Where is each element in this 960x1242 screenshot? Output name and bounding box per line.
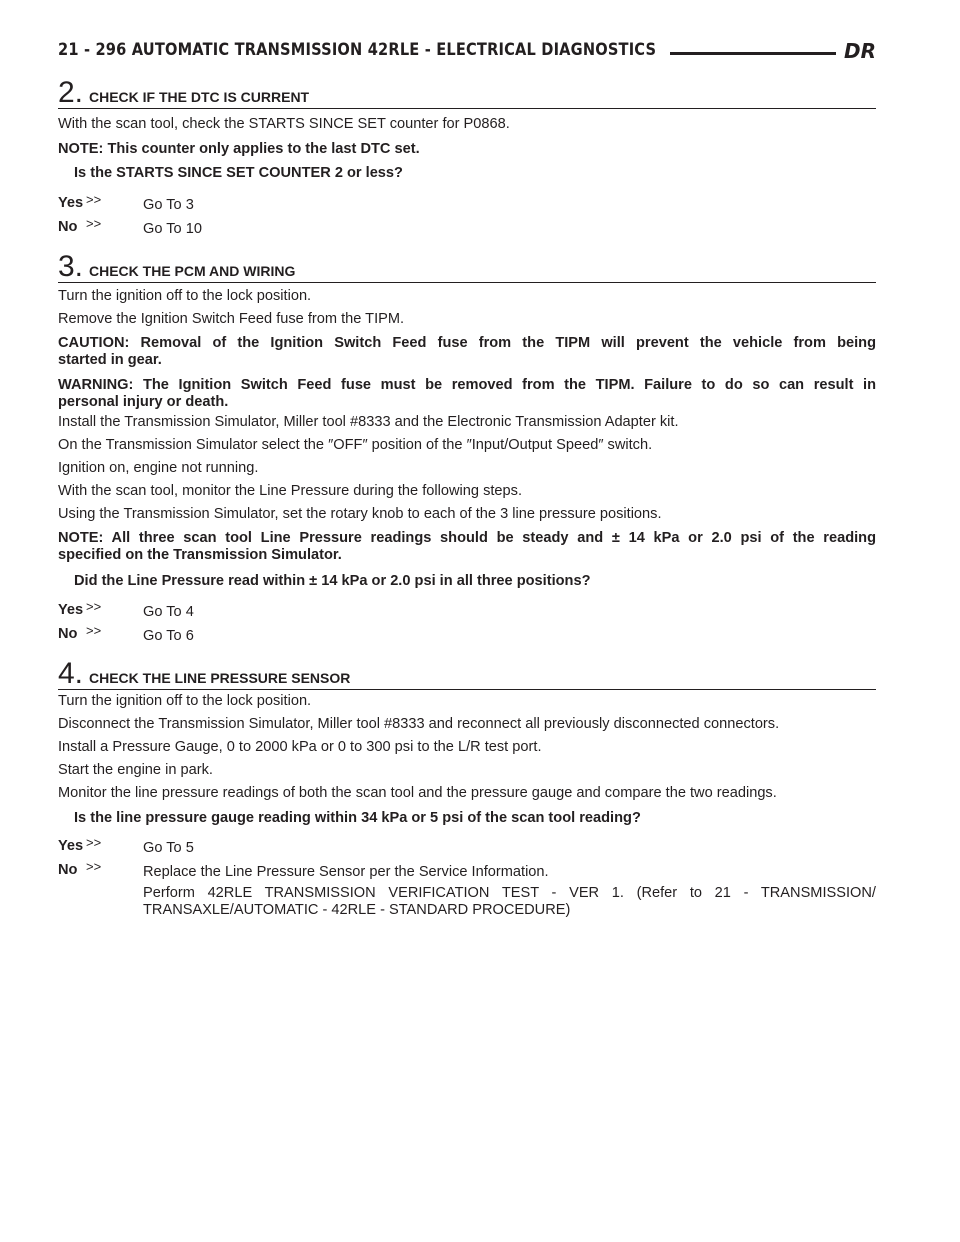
warning-line: WARNING: The Ignition Switch Feed fuse must be removed from the TIPM. Failure to do so can result in — [58, 377, 876, 393]
answer-text: Go To 4 — [143, 604, 194, 620]
instruction: Monitor the line pressure readings of both the scan tool and the pressure gauge and compare the two readings. — [58, 785, 777, 801]
step-2 — [58, 76, 876, 109]
dr-logo: DR — [843, 39, 876, 63]
answer-no — [58, 623, 876, 648]
step-3 — [58, 250, 876, 283]
step-number: 2. — [58, 76, 84, 109]
note — [58, 530, 876, 564]
detail-line: TRANSAXLE/AUTOMATIC - 42RLE - STANDARD PROCEDURE) — [143, 902, 571, 918]
arrow-icon: >> — [86, 859, 102, 874]
no-label: No — [58, 862, 78, 878]
step-heading — [58, 250, 876, 283]
header-title: 21 - 296 AUTOMATIC TRANSMISSION 42RLE - ELECTRICAL DIAGNOSTICS — [58, 40, 657, 60]
yes-label: Yes — [58, 195, 84, 211]
arrow-icon: >> — [86, 835, 102, 850]
step-heading — [58, 657, 876, 690]
instruction: Install a Pressure Gauge, 0 to 2000 kPa or 0 to 300 psi to the L/R test port. — [58, 739, 542, 755]
yes-label: Yes — [58, 838, 84, 854]
step-heading — [58, 76, 876, 109]
answer-yes — [58, 835, 876, 860]
answer-text: Go To 6 — [143, 628, 194, 644]
instruction: With the scan tool, monitor the Line Pressure during the following steps. — [58, 483, 522, 499]
warning — [58, 377, 876, 411]
instruction: Disconnect the Transmission Simulator, Miller tool #8333 and reconnect all previously disconnected connectors. — [58, 716, 780, 732]
page-header — [58, 40, 876, 64]
answer-yes — [58, 192, 876, 217]
arrow-icon: >> — [86, 623, 102, 638]
instruction: Ignition on, engine not running. — [58, 460, 259, 476]
answer-text: Replace the Line Pressure Sensor per the Service Information. — [143, 864, 549, 880]
instruction: Turn the ignition off to the lock position. — [58, 288, 312, 304]
question: Did the Line Pressure read within ± 14 kPa or 2.0 psi in all three positions? — [74, 573, 591, 589]
step-title: CHECK IF THE DTC IS CURRENT — [89, 89, 310, 105]
answer-no — [58, 859, 876, 884]
instruction: Using the Transmission Simulator, set the rotary knob to each of the 3 line pressure positions. — [58, 506, 662, 522]
note-line: specified on the Transmission Simulator. — [58, 547, 342, 563]
instruction: Remove the Ignition Switch Feed fuse from the TIPM. — [58, 311, 405, 327]
caution — [58, 335, 876, 369]
warning-line: personal injury or death. — [58, 394, 229, 410]
arrow-icon: >> — [86, 216, 102, 231]
instruction: On the Transmission Simulator select the ″OFF″ position of the ″Input/Output Speed″ switch. — [58, 437, 653, 453]
instruction: With the scan tool, check the STARTS SINCE SET counter for P0868. — [58, 116, 510, 132]
question: Is the STARTS SINCE SET COUNTER 2 or less? — [74, 165, 403, 181]
caution-line: started in gear. — [58, 352, 162, 368]
yes-label: Yes — [58, 602, 84, 618]
no-label: No — [58, 219, 78, 235]
instruction: Start the engine in park. — [58, 762, 213, 778]
instruction: Install the Transmission Simulator, Miller tool #8333 and the Electronic Transmission Adapter kit. — [58, 414, 679, 430]
note-line: NOTE: All three scan tool Line Pressure readings should be steady and ± 14 kPa or 2.0 psi of the reading — [58, 530, 876, 546]
answer-text: Go To 10 — [143, 221, 202, 237]
question: Is the line pressure gauge reading within 34 kPa or 5 psi of the scan tool reading? — [74, 810, 641, 826]
step-number: 3. — [58, 250, 84, 283]
answer-no — [58, 216, 876, 241]
step-title: CHECK THE PCM AND WIRING — [89, 263, 296, 279]
answer-detail — [143, 885, 876, 919]
caution-line: CAUTION: Removal of the Ignition Switch Feed fuse from the TIPM will prevent the vehicle from being — [58, 335, 876, 351]
answer-yes — [58, 599, 876, 624]
detail-line: Perform 42RLE TRANSMISSION VERIFICATION TEST - VER 1. (Refer to 21 - TRANSMISSION/ — [143, 885, 876, 901]
arrow-icon: >> — [86, 192, 102, 207]
step-title: CHECK THE LINE PRESSURE SENSOR — [89, 670, 351, 686]
note: NOTE: This counter only applies to the last DTC set. — [58, 141, 420, 157]
instruction: Turn the ignition off to the lock position. — [58, 693, 312, 709]
no-label: No — [58, 626, 78, 642]
answer-text: Go To 5 — [143, 840, 194, 856]
header-rule — [670, 52, 836, 55]
arrow-icon: >> — [86, 599, 102, 614]
step-number: 4. — [58, 657, 84, 690]
step-4 — [58, 657, 876, 690]
answer-text: Go To 3 — [143, 197, 194, 213]
